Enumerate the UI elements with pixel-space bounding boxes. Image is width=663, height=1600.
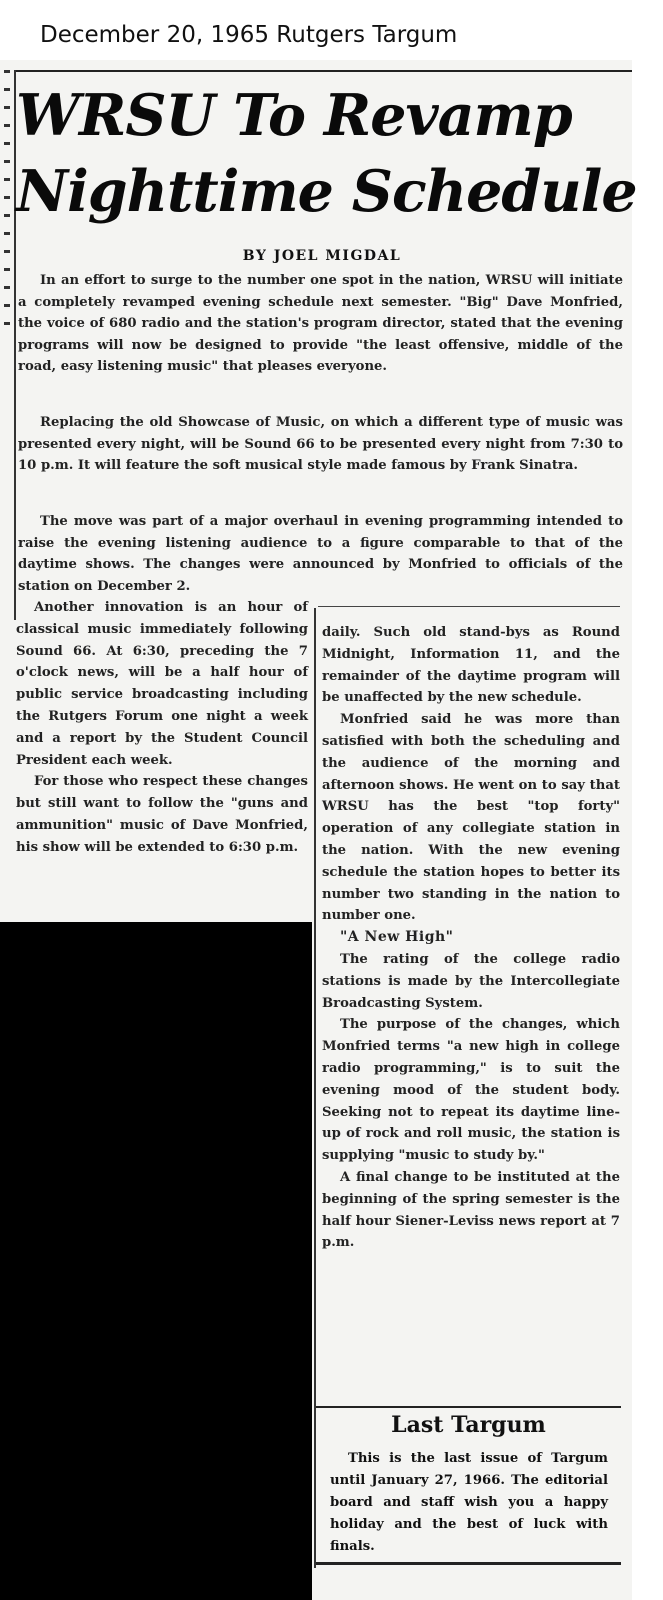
article-paragraph-1: In an effort to surge to the number one spot in the nation, WRSU will initiate a completely revamped evening schedule next semester. "Big" Dave Monfried, the voice of 680 radio and the station's program director, stated that the evening programs will now be designed to provide "the least offensive, middle of the road, easy listening music" that pleases everyone.: [18, 273, 623, 375]
left-column: [16, 597, 308, 859]
headline-line-2: Nighttime Schedule: [16, 158, 637, 225]
left-column-paragraph-1: Another innovation is an hour of classical music immediately following Sound 66. At 6:30, preceding the 7 o'clock news, will be a half hour of public service broadcasting including the Rutgers Forum one night a week and a report by the Student Council President each week.: [16, 600, 308, 768]
black-background-area: [0, 922, 312, 1600]
right-column-paragraph-3: The rating of the college radio stations is made by the Intercollegiate Broadcasting System.: [322, 951, 620, 1011]
right-column-paragraph-2: Monfried said he was more than satisfied with both the scheduling and the audience of the morning and afternoon shows. He went on to say that WRSU has the best "top forty" operation of any collegiate station in the nation. With the new evening schedule the station hopes to better its number two standing in the nation to number one.: [322, 712, 620, 924]
article-paragraph-2: Replacing the old Showcase of Music, on which a different type of music was presented every night, will be Sound 66 to be presented every night from 7:30 to 10 p.m. It will feature the soft musical style made famous by Frank Sinatra.: [18, 415, 623, 474]
right-column-paragraph-4: The purpose of the changes, which Monfried terms "a new high in college radio programming," is to suit the evening mood of the student body. Seeking not to repeat its daytime line-up of rock and roll music, the station is supplying "music to study by.": [322, 1017, 620, 1164]
left-column-paragraph-2: For those who respect these changes but still want to follow the "guns and ammunition" music of Dave Monfried, his show will be extended to 6:30 p.m.: [16, 774, 308, 855]
notice-body: This is the last issue of Targum until January 27, 1966. The editorial board and staff wish you a happy holiday and the best of luck with finals.: [330, 1451, 608, 1554]
page-caption: December 20, 1965 Rutgers Targum: [40, 22, 458, 48]
notice-box-top-rule: [316, 1406, 621, 1408]
article-paragraph-3: The move was part of a major overhaul in evening programming intended to raise the evening listening audience to a figure comparable to that of the daytime shows. The changes were announced by Monfried to officials of the station on December 2.: [18, 514, 623, 594]
top-rule: [14, 70, 632, 72]
column-break-rule: [318, 606, 620, 607]
notice-title: Last Targum: [391, 1412, 546, 1438]
right-column-paragraph-5: A final change to be instituted at the beginning of the spring semester is the half hour Siener-Leviss news report at 7 p.m.: [322, 1169, 620, 1251]
headline-line-1: WRSU To Revamp: [16, 82, 572, 149]
subhead-a-new-high: "A New High": [340, 929, 454, 946]
headline: [16, 78, 637, 230]
clipping-edge-marks: [4, 70, 10, 330]
notice-box-bottom-rule: [316, 1562, 621, 1565]
right-column-paragraph-1: daily. Such old stand-bys as Round Midnight, Information 11, and the remainder of the daytime program will be unaffected by the new schedule.: [322, 625, 620, 706]
right-column: [322, 622, 620, 1254]
byline: BY JOEL MIGDAL: [242, 248, 402, 264]
